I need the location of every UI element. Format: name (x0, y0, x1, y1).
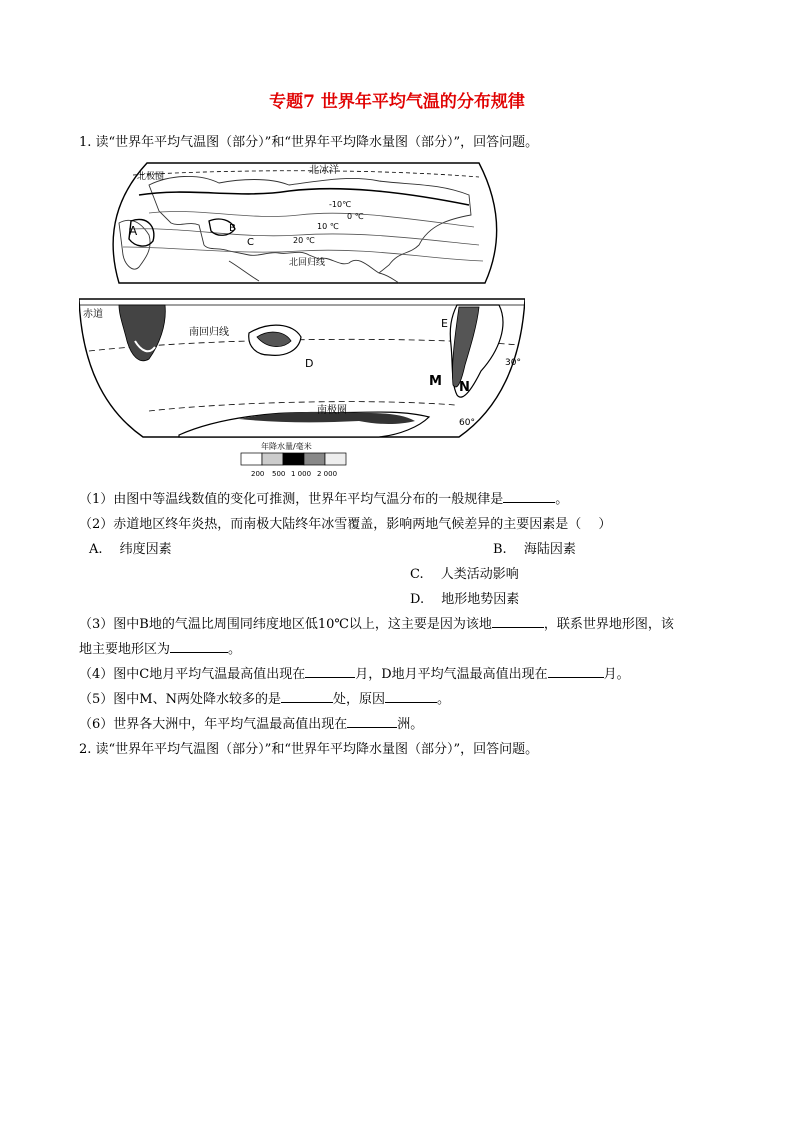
legend-value-4: 2 000 (317, 470, 338, 478)
label-point-e: E (441, 317, 448, 330)
precipitation-map-south (79, 299, 525, 437)
temperature-map-north (113, 163, 497, 283)
precipitation-legend (241, 441, 346, 478)
label-point-b: B (229, 223, 236, 234)
page-title: 专题7 世界年平均气温的分布规律 (269, 92, 525, 112)
answer-blank-1[interactable] (503, 489, 555, 503)
legend-title: 年降水量/毫米 (261, 442, 312, 451)
label-point-n: N (459, 380, 470, 395)
label-arctic-circle: 北极圈 (137, 172, 165, 182)
option-b[interactable]: B. 海陆因素 (493, 542, 576, 557)
answer-blank-5a[interactable] (281, 689, 333, 703)
question-1-sub3-cont: 地主要地形区为 。 (79, 638, 241, 657)
label-isotherm-20: 20 ℃ (293, 236, 315, 245)
answer-blank-3b[interactable] (170, 639, 228, 653)
label-equator: 赤道 (83, 309, 103, 320)
answer-blank-3a[interactable] (492, 614, 544, 628)
option-a[interactable]: A. 纬度因素 (89, 542, 172, 557)
label-isotherm-10: 10 ℃ (317, 222, 339, 231)
question-1-sub1: （1）由图中等温线数值的变化可推测，世界年平均气温分布的一般规律是 。 (79, 488, 568, 507)
label-point-d: D (305, 357, 314, 370)
question-1-sub6: （6）世界各大洲中，年平均气温最高值出现在 洲。 (79, 713, 423, 732)
label-isotherm-neg10: -10℃ (329, 200, 352, 209)
answer-blank-4b[interactable] (548, 664, 604, 678)
label-tropic-capricorn: 南回归线 (189, 327, 229, 338)
label-point-c: C (247, 237, 254, 248)
label-north-arctic-ocean: 北冰洋 (309, 165, 339, 176)
label-isotherm-0: 0 ℃ (347, 212, 364, 221)
question-1-sub2: （2）赤道地区终年炎热，而南极大陆终年冰雪覆盖，影响两地气候差异的主要因素是（ ） (79, 517, 612, 532)
legend-value-1: 200 (251, 470, 265, 478)
map-figure (79, 155, 525, 481)
question-1-intro: 1. 读“世界年平均气温图（部分）”和“世界年平均降水量图（部分）”，回答问题。 (79, 135, 539, 150)
question-1-sub3: （3）图中B地的气温比周围同纬度地区低10℃以上，这主要是因为该地 ，联系世界地形图，该 (79, 613, 674, 632)
option-c[interactable]: C. 人类活动影响 (410, 567, 519, 582)
label-point-m: M (429, 374, 442, 389)
option-d[interactable]: D. 地形地势因素 (410, 592, 520, 607)
label-lat60: 60° (459, 418, 475, 428)
answer-blank-5b[interactable] (385, 689, 437, 703)
question-1-sub4: （4）图中C地月平均气温最高值出现在 月，D地月平均气温最高值出现在 月。 (79, 663, 630, 682)
label-point-a: A (129, 224, 138, 238)
question-2-intro: 2. 读“世界年平均气温图（部分）”和“世界年平均降水量图（部分）”，回答问题。 (79, 742, 539, 757)
answer-blank-6[interactable] (347, 714, 397, 728)
question-1-sub5: （5）图中M、N两处降水较多的是 处，原因 。 (79, 688, 450, 707)
label-lat30: 30° (505, 358, 521, 368)
answer-blank-4a[interactable] (305, 664, 355, 678)
world-temperature-precipitation-map (79, 155, 525, 481)
label-tropic-cancer: 北回归线 (289, 258, 326, 268)
label-antarctic-circle: 南极圈 (317, 405, 347, 416)
legend-value-3: 1 000 (291, 470, 312, 478)
legend-value-2: 500 (272, 470, 286, 478)
